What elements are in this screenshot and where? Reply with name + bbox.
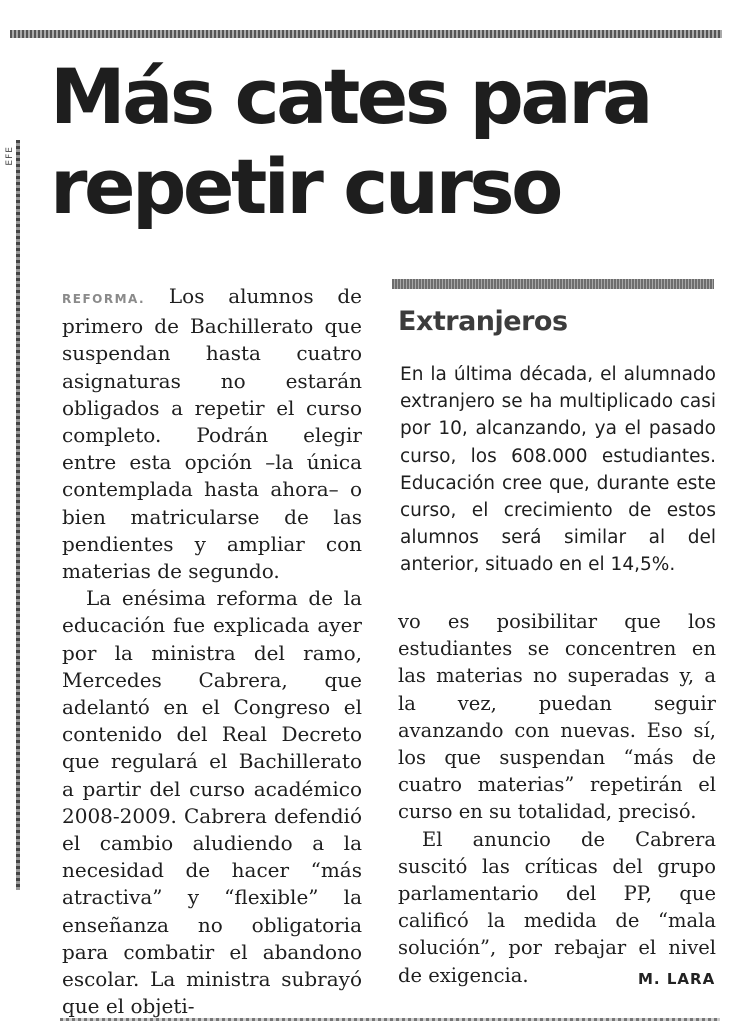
article-paragraph: vo es posibilitar que los estudiantes se concentren en las materias no superadas y, a la vez, puedan seguir avanzando con nuevas. Eso sí, los que suspendan “más de cuatro materias” repetirán el curso en su totalidad, precisó. — [398, 610, 716, 824]
article-paragraph: La enésima reforma de la educación fue explicada ayer por la ministra del ramo, Mercedes Cabrera, que adelantó en el Congreso el contenido del Real Decreto que regulará el Bachillerato a partir del curso académico 2008-2009. Cabrera defendió el cambio aludiendo a la necesidad de hacer “más atractiva” y “flexible” la enseñanza no obligatoria para combatir el abandono escolar. La ministra subrayó que el objeti- — [62, 586, 362, 1019]
sidebar-box-title: Extranjeros — [398, 306, 568, 337]
top-rule — [10, 30, 722, 38]
headline: Más cates para repetir curso — [50, 52, 650, 231]
article-paragraph: El anuncio de Cabrera suscitó las críticas del grupo parlamentario del PP, que calificó la medida de “mala solución”, por rebajar el nivel de exigencia. — [398, 827, 716, 987]
kicker: REFORMA. — [62, 292, 146, 306]
side-rule — [16, 140, 20, 890]
author-signature: M. LARA — [638, 970, 716, 988]
photo-credit: EFE — [5, 146, 15, 166]
sidebar-box-text: En la última década, el alumnado extranjero se ha multiplicado casi por 10, alcanzando, ya el pasado curso, los 608.000 estudiantes. Educación cree que, durante este curso, el crecimiento de estos alumnos será similar al del anterior, situado en el 14,5%. — [400, 364, 716, 576]
article-paragraph — [62, 283, 362, 585]
paragraph-text: Los alumnos de primero de Bachillerato que suspendan hasta cuatro asignaturas no estarán obligados a repetir el curso completo. Podrán elegir entre esta opción –la única contemplada hasta ahora– o bien matricularse de las pendientes y ampliar con materias de segundo. — [62, 284, 362, 584]
sidebar-box-bar — [392, 279, 714, 289]
bottom-rule — [60, 1018, 720, 1021]
main-article-column — [62, 283, 362, 1020]
continuation-column — [398, 608, 716, 989]
